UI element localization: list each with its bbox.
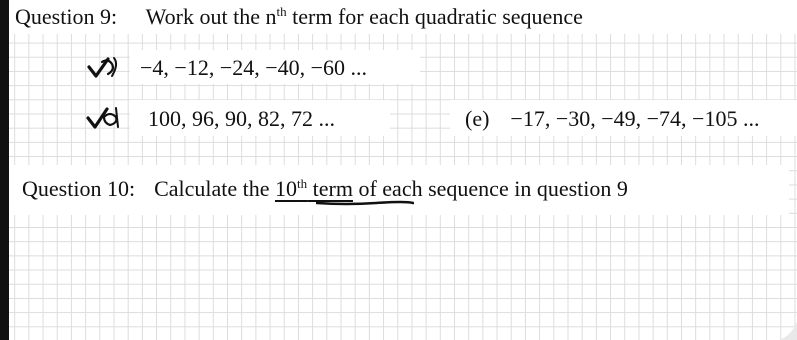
item-2-sequence: 100, 96, 90, 82, 72 ... xyxy=(148,106,335,131)
item-1-sequence: −4, −12, −24, −40, −60 ... xyxy=(140,55,368,80)
question-10-highlight xyxy=(275,176,353,201)
question-10-word: term xyxy=(307,176,353,201)
question-9-superscript: th xyxy=(276,4,287,19)
question-9-text-after: term for each quadratic sequence xyxy=(286,4,583,29)
question-10-label: Question 10: xyxy=(22,176,136,201)
item-3 xyxy=(465,106,759,132)
tick-mark-icon xyxy=(86,105,130,131)
question-10-text-before: Calculate the xyxy=(154,176,276,201)
question-10-text-after: of each sequence in question 9 xyxy=(352,176,628,201)
window-edge xyxy=(0,0,9,340)
item-3-sequence: −17, −30, −49, −74, −105 ... xyxy=(510,106,760,131)
question-10-superscript: th xyxy=(297,176,308,191)
question-10-number: 10 xyxy=(275,176,298,201)
corner-curl-icon xyxy=(777,322,797,340)
question-10-heading xyxy=(22,176,628,202)
underline-annotation xyxy=(316,200,414,206)
question-9-text-before: Work out the n xyxy=(145,4,277,29)
tick-mark-icon xyxy=(86,54,130,80)
item-3-letter: (e) xyxy=(465,106,490,131)
question-9-heading xyxy=(15,4,583,30)
question-9-label: Question 9: xyxy=(15,4,118,29)
